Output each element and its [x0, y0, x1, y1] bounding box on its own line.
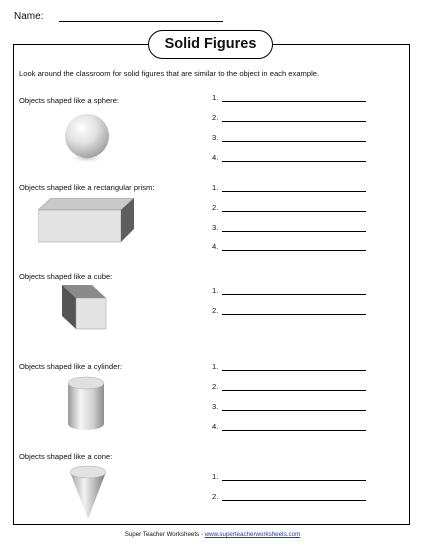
answer-cylinder-2[interactable]: [212, 382, 218, 391]
answer-cone-1[interactable]: [212, 472, 218, 481]
section-label-rectangular-prism: Objects shaped like a rectangular prism:: [19, 183, 155, 192]
footer-text: Super Teacher Worksheets -: [124, 531, 205, 538]
footer-link[interactable]: www.superteacherworksheets.com: [204, 531, 301, 538]
section-label-sphere: Objects shaped like a sphere:: [19, 96, 120, 105]
answer-number: 3.: [212, 223, 219, 232]
answer-number: 1.: [212, 183, 219, 192]
answer-prism-3[interactable]: [212, 223, 218, 232]
section-label-cylinder: Objects shaped like a cylinder:: [19, 362, 122, 371]
answer-number: 4.: [212, 422, 219, 431]
answer-number: 4.: [212, 153, 219, 162]
answer-prism-4[interactable]: [212, 242, 218, 251]
answer-prism-2[interactable]: [212, 203, 218, 212]
cone-icon: [68, 465, 108, 521]
answer-number: 4.: [212, 242, 219, 251]
section-label-cube: Objects shaped like a cube:: [19, 272, 113, 281]
answer-sphere-1[interactable]: [212, 93, 218, 102]
answer-sphere-4[interactable]: [212, 153, 218, 162]
section-label-cone: Objects shaped like a cone:: [19, 452, 113, 461]
answer-number: 2.: [212, 492, 219, 501]
answer-number: 2.: [212, 382, 219, 391]
page-title: Solid Figures: [148, 30, 273, 59]
rectangular-prism-icon: [38, 198, 136, 244]
answer-number: 2.: [212, 203, 219, 212]
sphere-icon: [62, 112, 112, 164]
answer-cone-2[interactable]: [212, 492, 218, 501]
answer-number: 3.: [212, 402, 219, 411]
answer-number: 1.: [212, 472, 219, 481]
answer-number: 1.: [212, 362, 219, 371]
answer-number: 2.: [212, 113, 219, 122]
cube-icon: [62, 285, 108, 331]
answer-cylinder-1[interactable]: [212, 362, 218, 371]
instructions: Look around the classroom for solid figures that are similar to the object in each example.: [19, 69, 320, 78]
answer-prism-1[interactable]: [212, 183, 218, 192]
answer-sphere-2[interactable]: [212, 113, 218, 122]
footer: [0, 531, 425, 538]
answer-cube-1[interactable]: [212, 286, 218, 295]
answer-cylinder-3[interactable]: [212, 402, 218, 411]
answer-cube-2[interactable]: [212, 306, 218, 315]
answer-number: 1.: [212, 93, 219, 102]
name-label: Name:: [14, 11, 44, 22]
answer-sphere-3[interactable]: [212, 133, 218, 142]
answer-number: 2.: [212, 306, 219, 315]
answer-cylinder-4[interactable]: [212, 422, 218, 431]
cylinder-icon: [66, 376, 106, 432]
name-answer-line[interactable]: [59, 21, 223, 22]
answer-number: 3.: [212, 133, 219, 142]
answer-number: 1.: [212, 286, 219, 295]
